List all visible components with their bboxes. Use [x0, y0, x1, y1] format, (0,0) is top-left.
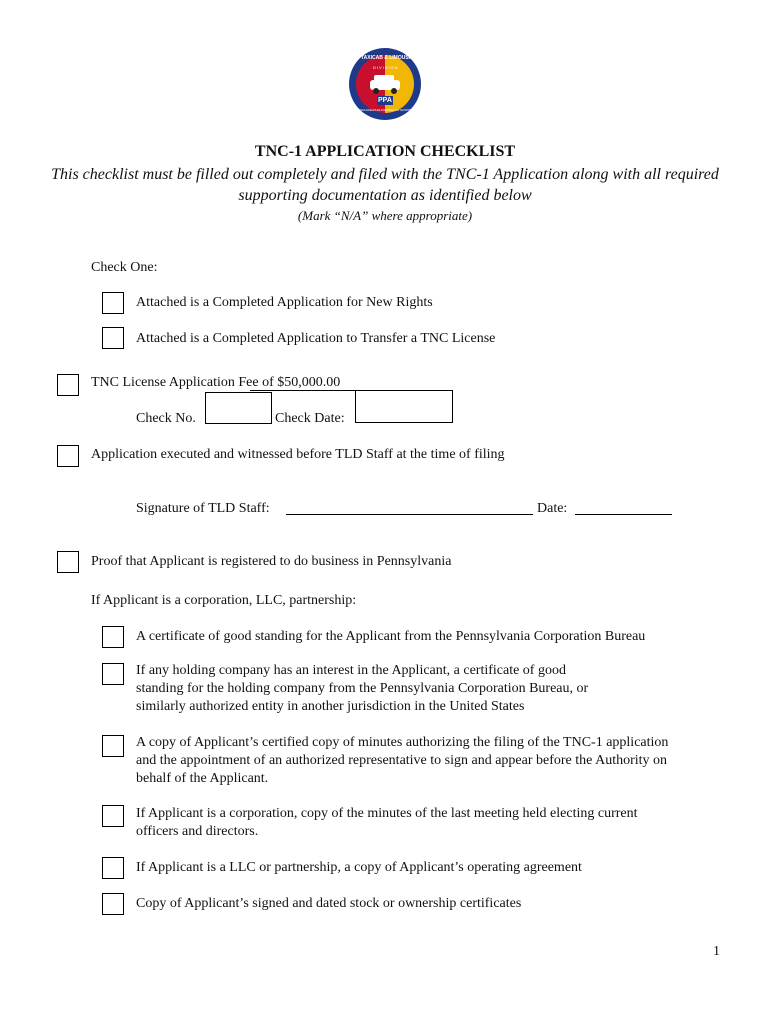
registered-label: Proof that Applicant is registered to do business in Pennsylvania: [91, 554, 452, 569]
logo-top-text: TAXICAB & LIMOUSINE: [361, 55, 418, 61]
date-line[interactable]: [575, 514, 672, 515]
checkbox-minutes-last-meeting[interactable]: [102, 805, 124, 827]
checkbox-holding-company[interactable]: [102, 663, 124, 685]
logo-badge-text: PPA: [378, 97, 392, 104]
checkbox-operating-agreement[interactable]: [102, 857, 124, 879]
corporation-label: If Applicant is a corporation, LLC, partnership:: [91, 593, 357, 608]
date-label: Date:: [537, 501, 568, 516]
check-no-input[interactable]: [205, 392, 272, 424]
page-subtitle: This checklist must be filled out completely and filed with the TNC-1 Application along with all required supporting documentation as identified below: [51, 166, 719, 204]
item-good-standing: A certificate of good standing for the Applicant from the Pennsylvania Corporation Bureau: [136, 629, 646, 644]
checkbox-stock-certificates[interactable]: [102, 893, 124, 915]
ppa-logo: [348, 47, 422, 121]
checkbox-application-executed[interactable]: [57, 445, 79, 467]
page-title: TNC-1 APPLICATION CHECKLIST: [254, 143, 516, 160]
check-date-input[interactable]: [355, 390, 453, 423]
signature-line[interactable]: [286, 514, 533, 515]
option-transfer-license: Attached is a Completed Application to Transfer a TNC License: [136, 331, 496, 346]
executed-label: Application executed and witnessed before TLD Staff at the time of filing: [91, 447, 505, 462]
item-stock-certificates: Copy of Applicant’s signed and dated stock or ownership certificates: [136, 896, 522, 911]
option-new-rights: Attached is a Completed Application for New Rights: [136, 295, 433, 310]
item-holding-company: If any holding company has an interest in the Applicant, a certificate of good standing for the holding company from the Pennsylvania Corporation Bureau, or similarly authorized entity in another jurisdiction in the United States: [136, 663, 589, 714]
signature-label: Signature of TLD Staff:: [136, 501, 270, 516]
logo-division-text: DIVISION: [373, 65, 399, 70]
item-minutes-last-meeting: If Applicant is a corporation, copy of the minutes of the last meeting held electing current officers and directors.: [136, 806, 638, 839]
fee-label: TNC License Application Fee of $50,000.00: [91, 375, 341, 390]
checkbox-new-rights[interactable]: [102, 292, 124, 314]
checkbox-minutes-authorizing[interactable]: [102, 735, 124, 757]
check-one-label: Check One:: [91, 260, 158, 275]
fee-underline: [250, 390, 360, 391]
item-operating-agreement: If Applicant is a LLC or partnership, a copy of Applicant’s operating agreement: [136, 860, 582, 875]
item-minutes-authorizing: A copy of Applicant’s certified copy of minutes authorizing the filing of the TNC-1 application and the appointment of an authorized representative to sign and appear before the Authority on behalf of the Applicant.: [136, 735, 669, 786]
checkbox-registered-pa[interactable]: [57, 551, 79, 573]
check-no-label: Check No.: [136, 411, 196, 426]
page-number: 1: [713, 944, 720, 959]
checkbox-transfer-license[interactable]: [102, 327, 124, 349]
page-note: (Mark “N/A” where appropriate): [297, 208, 473, 223]
checkbox-application-fee[interactable]: [57, 374, 79, 396]
checkbox-good-standing[interactable]: [102, 626, 124, 648]
check-date-label: Check Date:: [275, 411, 345, 426]
logo-bottom-text: PHILADELPHIA PARKING AUTHORITY: [359, 108, 413, 112]
